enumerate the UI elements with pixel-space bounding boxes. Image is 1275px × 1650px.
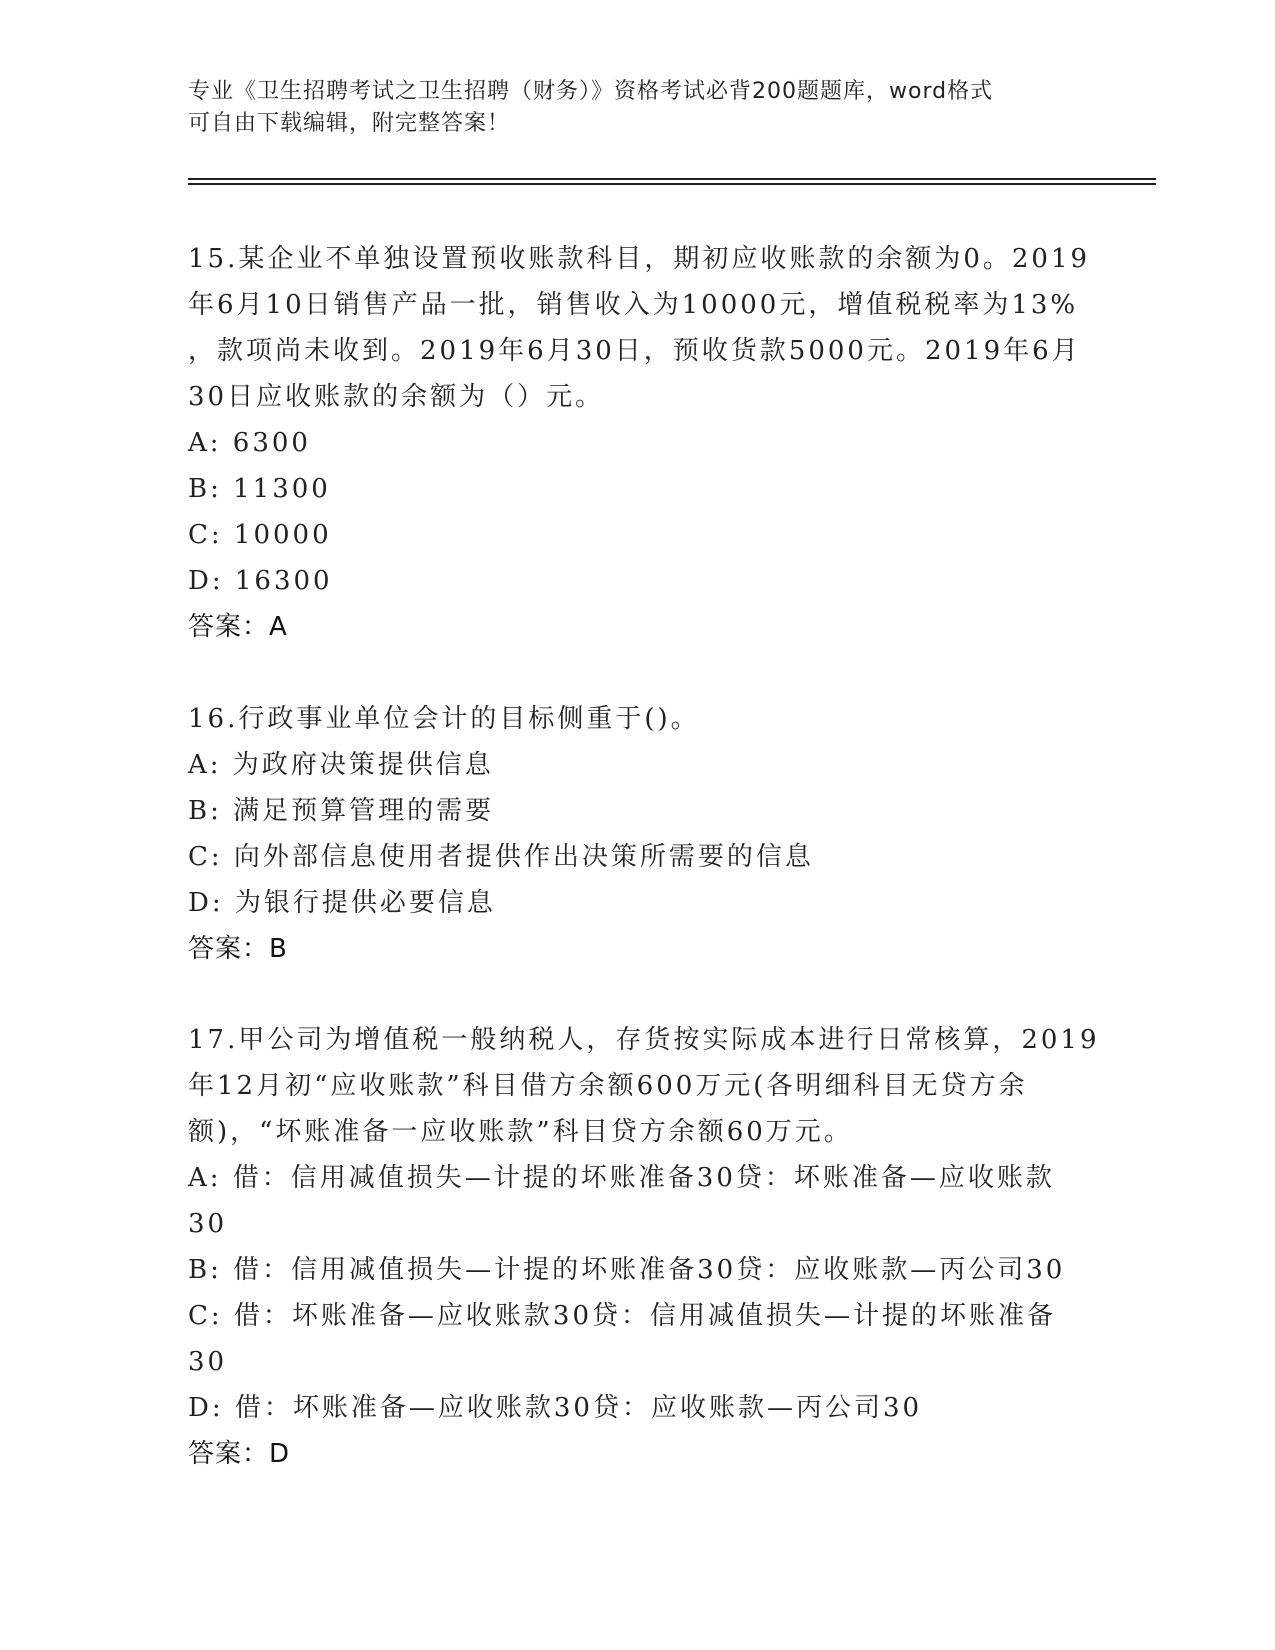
question-16 [188,696,1088,972]
option-c: C: 借：坏账准备—应收账款30贷：信用减值损失—计提的坏账准备 [188,1301,1057,1331]
question-stem-line: 30日应收账款的余额为（）元。 [188,382,605,412]
answer-line: 答案：A [188,612,288,642]
header-line-2: 可自由下载编辑，附完整答案！ [188,111,511,136]
option-a: A: 为政府决策提供信息 [188,750,494,780]
option-c-continued: 30 [188,1347,228,1377]
option-c: C: 10000 [188,520,332,550]
header-divider-bottom [188,183,1156,185]
option-d: D: 借：坏账准备—应收账款30贷：应收账款—丙公司30 [188,1393,923,1423]
question-stem-line: ，款项尚未收到。2019年6月30日，预收货款5000元。2019年6月 [188,336,1081,366]
document-header [188,76,1088,140]
option-c: C: 向外部信息使用者提供作出决策所需要的信息 [188,842,814,872]
option-d: D: 16300 [188,566,333,596]
question-stem-line: 15.某企业不单独设置预收账款科目，期初应收账款的余额为0。2019 [188,244,1091,274]
option-d: D: 为银行提供必要信息 [188,888,496,918]
answer-line: 答案：B [188,934,288,964]
option-a: A: 借：信用减值损失—计提的坏账准备30贷：坏账准备—应收账款 [188,1163,1055,1193]
option-b: B: 11300 [188,474,331,504]
option-b: B: 满足预算管理的需要 [188,796,495,826]
question-15 [188,236,1091,650]
option-a: A: 6300 [188,428,311,458]
question-stem-line: 17.甲公司为增值税一般纳税人，存货按实际成本进行日常核算，2019 [188,1025,1100,1055]
question-stem-line: 16.行政事业单位会计的目标侧重于()。 [188,704,700,734]
option-b: B: 借：信用减值损失—计提的坏账准备30贷：应收账款—丙公司30 [188,1255,1066,1285]
question-stem-line: 年12月初“应收账款”科目借方余额600万元(各明细科目无贷方余 [188,1071,1028,1101]
question-17 [188,1017,1100,1477]
answer-line: 答案：D [188,1439,291,1469]
option-a-continued: 30 [188,1209,228,1239]
header-divider-top [188,178,1156,180]
question-stem-line: 年6月10日销售产品一批，销售收入为10000元，增值税税率为13% [188,290,1079,320]
header-line-1: 专业《卫生招聘考试之卫生招聘（财务）》资格考试必背200题题库，word格式 [188,79,994,104]
question-stem-line: 额)，“坏账准备一应收账款”科目贷方余额60万元。 [188,1117,853,1147]
